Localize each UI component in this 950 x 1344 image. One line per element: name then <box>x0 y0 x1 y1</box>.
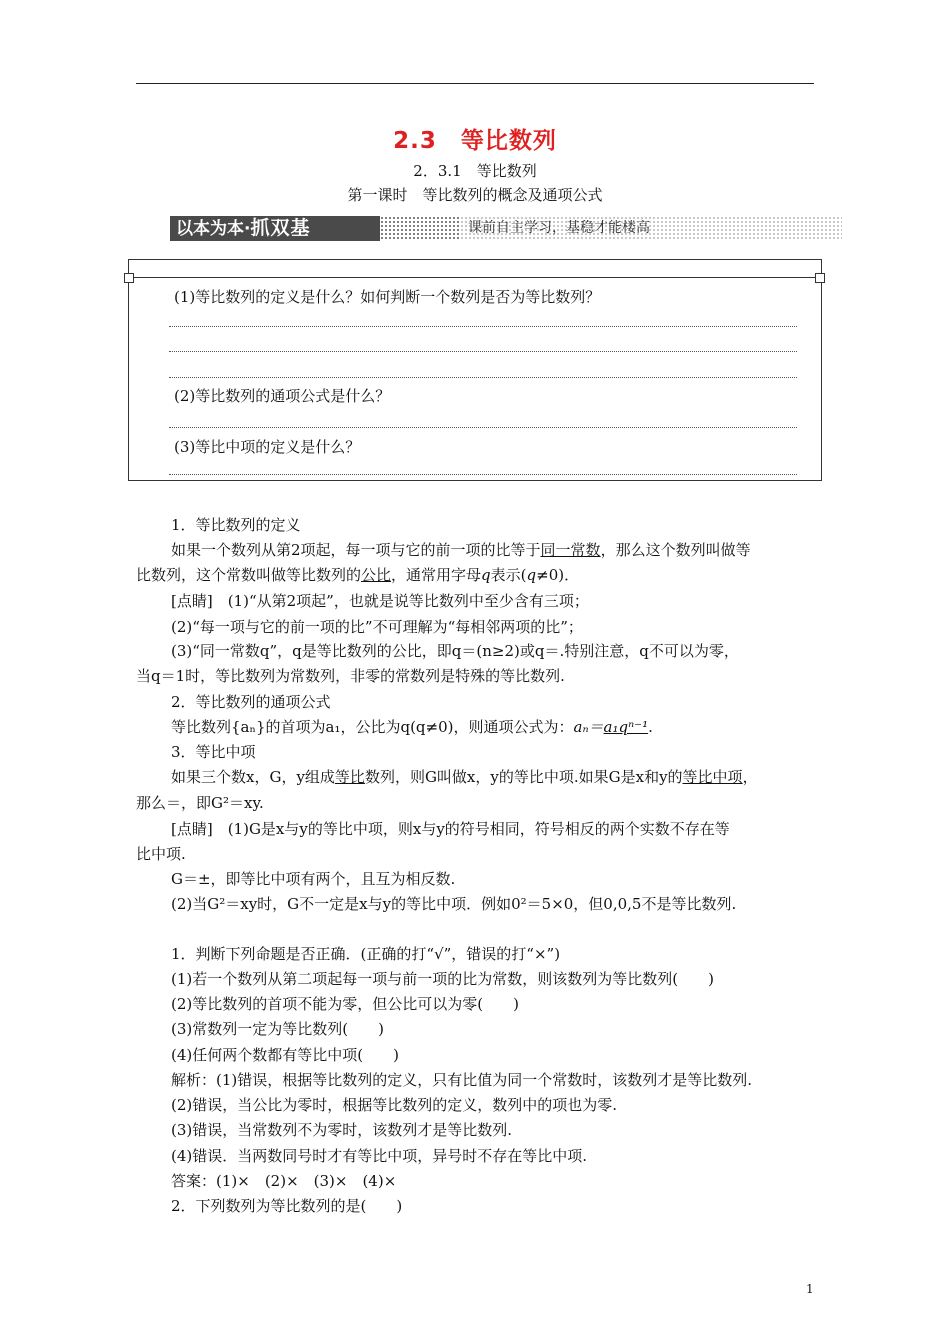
underlined-term: 等比中项 <box>682 768 743 786</box>
note-line: (3)“同一常数q”，q是等比数列的公比，即q＝(n≥2)或q＝.特别注意，q不可以为零， <box>171 642 739 660</box>
box-top-line <box>129 277 821 278</box>
answer-line <box>169 351 797 352</box>
banner-label <box>170 216 380 241</box>
exercise-item: (2)等比数列的首项不能为零，但公比可以为零( ) <box>171 995 519 1013</box>
definition-paragraph: 如果一个数列从第2项起，每一项与它的前一项的比等于同一常数，那么这个数列叫做等 <box>171 541 751 559</box>
section-heading-mean: 3．等比中项 <box>171 743 256 761</box>
exercise-2: 2．下列数列为等比数列的是( ) <box>171 1197 403 1215</box>
mean-paragraph: 如果三个数x，G，y组成等比数列，则G叫做x，y的等比中项.如果G是x和y的等比中项， <box>171 768 758 786</box>
exercise-1: 1．判断下列命题是否正确．(正确的打“√”，错误的打“×”) <box>171 945 561 963</box>
box-corner-marker <box>124 273 134 283</box>
exercise-item: (1)若一个数列从第二项起每一项与前一项的比为常数，则该数列为等比数列( ) <box>171 970 714 988</box>
question-2: (2)等比数列的通项公式是什么？ <box>174 387 391 405</box>
solution-line: (4)错误．当两数同号时才有等比中项，异号时不存在等比中项. <box>171 1147 588 1165</box>
solution-line: 解析：(1)错误，根据等比数列的定义，只有比值为同一个常数时，该数列才是等比数列. <box>171 1071 753 1089</box>
note-line: 比中项. <box>136 845 186 863</box>
page-number: 1 <box>806 1282 814 1296</box>
note-line: G＝±，即等比中项有两个，且互为相反数. <box>171 870 456 888</box>
section-heading-definition: 1．等比数列的定义 <box>171 516 301 534</box>
answer-line <box>169 474 797 475</box>
note-line: 当q＝1时，等比数列为常数列，非零的常数列是特殊的等比数列. <box>136 667 565 685</box>
question-1: (1)等比数列的定义是什么？如何判断一个数列是否为等比数列？ <box>174 288 601 306</box>
banner-pattern <box>380 216 460 241</box>
answer-line <box>169 326 797 327</box>
banner-strong-text: 抓双基 <box>250 217 311 239</box>
underlined-term: 公比 <box>361 566 392 584</box>
definition-paragraph-cont: 比数列，这个常数叫做等比数列的公比，通常用字母q表示(q≠0)． <box>136 566 580 584</box>
section-title: 2.3 等比数列 <box>393 128 557 154</box>
preview-questions-box <box>128 259 822 481</box>
banner-caption: 课前自主学习，基稳才能楼高 <box>460 216 842 241</box>
question-3: (3)等比中项的定义是什么？ <box>174 438 361 456</box>
formula-paragraph: 等比数列{aₙ}的首项为a₁，公比为q(q≠0)，则通项公式为：aₙ＝a₁qⁿ⁻¹. <box>171 718 653 736</box>
exercise-item: (3)常数列一定为等比数列( ) <box>171 1020 384 1038</box>
note-line: [点睛] (1)“从第2项起”，也就是说等比数列中至少含有三项； <box>171 592 589 610</box>
header-rule <box>136 83 814 84</box>
subsection-title: 2．3.1 等比数列 <box>413 162 537 180</box>
note-line: [点睛] (1)G是x与y的等比中项，则x与y的符号相同，符号相反的两个实数不存在等 <box>171 820 730 838</box>
banner <box>170 216 842 241</box>
mean-paragraph-cont: 那么＝，即G²＝xy. <box>136 794 264 812</box>
note-line: (2)“每一项与它的前一项的比”不可理解为“每相邻两项的比”； <box>171 618 583 636</box>
note-line: (2)当G²＝xy时，G不一定是x与y的等比中项．例如0²＝5×0，但0,0,5不是等比数列. <box>171 895 737 913</box>
underlined-formula: a₁qⁿ⁻¹ <box>603 718 649 736</box>
underlined-term: 同一常数 <box>540 541 601 559</box>
answer-line-text: 答案：(1)× (2)× (3)× (4)× <box>171 1172 397 1190</box>
lesson-title: 第一课时 等比数列的概念及通项公式 <box>347 186 603 204</box>
box-corner-marker <box>815 273 825 283</box>
banner-left-text: 以本为本· <box>176 219 251 239</box>
exercise-item: (4)任何两个数都有等比中项( ) <box>171 1046 399 1064</box>
solution-line: (2)错误，当公比为零时，根据等比数列的定义，数列中的项也为零. <box>171 1096 618 1114</box>
solution-line: (3)错误，当常数列不为零时，该数列才是等比数列. <box>171 1121 513 1139</box>
section-heading-formula: 2．等比数列的通项公式 <box>171 693 331 711</box>
answer-line <box>169 377 797 378</box>
underlined-term: 等比 <box>334 768 365 786</box>
answer-line <box>169 427 797 428</box>
